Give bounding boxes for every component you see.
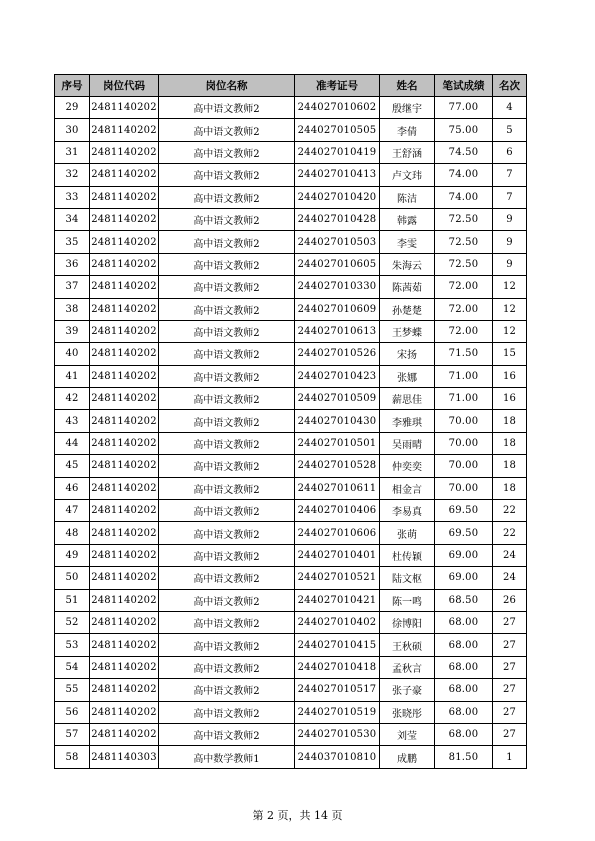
name-cell: 相金言 bbox=[380, 477, 435, 499]
post-code-cell: 2481140202 bbox=[90, 320, 159, 342]
serial-cell: 56 bbox=[55, 701, 90, 723]
header-cell: 岗位代码 bbox=[90, 75, 159, 97]
name-cell: 吴雨晴 bbox=[380, 432, 435, 454]
rank-cell: 24 bbox=[493, 567, 527, 589]
rank-cell: 27 bbox=[493, 679, 527, 701]
score-cell: 68.00 bbox=[435, 611, 493, 633]
serial-cell: 41 bbox=[55, 365, 90, 387]
name-cell: 张萌 bbox=[380, 522, 435, 544]
score-cell: 72.00 bbox=[435, 320, 493, 342]
name-cell: 王舒涵 bbox=[380, 141, 435, 163]
name-cell: 徐博阳 bbox=[380, 611, 435, 633]
post-name-cell: 高中语文教师2 bbox=[159, 723, 295, 745]
header-cell: 笔试成绩 bbox=[435, 75, 493, 97]
name-cell: 陈茜茹 bbox=[380, 276, 435, 298]
score-cell: 71.00 bbox=[435, 388, 493, 410]
table-row bbox=[55, 253, 527, 275]
score-cell: 70.00 bbox=[435, 477, 493, 499]
name-cell: 刘莹 bbox=[380, 723, 435, 745]
post-name-cell: 高中语文教师2 bbox=[159, 276, 295, 298]
score-cell: 72.00 bbox=[435, 298, 493, 320]
ticket-number-cell: 244027010530 bbox=[295, 723, 380, 745]
header-cell: 准考证号 bbox=[295, 75, 380, 97]
score-cell: 72.50 bbox=[435, 253, 493, 275]
post-code-cell: 2481140202 bbox=[90, 544, 159, 566]
ticket-number-cell: 244027010430 bbox=[295, 410, 380, 432]
ticket-number-cell: 244027010406 bbox=[295, 500, 380, 522]
score-cell: 70.00 bbox=[435, 410, 493, 432]
rank-cell: 26 bbox=[493, 589, 527, 611]
post-code-cell: 2481140202 bbox=[90, 97, 159, 119]
post-code-cell: 2481140202 bbox=[90, 276, 159, 298]
post-name-cell: 高中语文教师2 bbox=[159, 410, 295, 432]
post-code-cell: 2481140303 bbox=[90, 746, 159, 768]
serial-cell: 45 bbox=[55, 455, 90, 477]
post-code-cell: 2481140202 bbox=[90, 477, 159, 499]
serial-cell: 40 bbox=[55, 343, 90, 365]
score-cell: 74.00 bbox=[435, 164, 493, 186]
ticket-number-cell: 244027010401 bbox=[295, 544, 380, 566]
score-cell: 68.00 bbox=[435, 723, 493, 745]
table-row bbox=[55, 141, 527, 163]
post-name-cell: 高中语文教师2 bbox=[159, 298, 295, 320]
rank-cell: 27 bbox=[493, 701, 527, 723]
table-row bbox=[55, 186, 527, 208]
ticket-number-cell: 244027010528 bbox=[295, 455, 380, 477]
post-code-cell: 2481140202 bbox=[90, 656, 159, 678]
serial-cell: 50 bbox=[55, 567, 90, 589]
rank-cell: 4 bbox=[493, 97, 527, 119]
post-name-cell: 高中语文教师2 bbox=[159, 634, 295, 656]
post-code-cell: 2481140202 bbox=[90, 164, 159, 186]
name-cell: 王梦蝶 bbox=[380, 320, 435, 342]
header-cell: 姓名 bbox=[380, 75, 435, 97]
ticket-number-cell: 244027010419 bbox=[295, 141, 380, 163]
ticket-number-cell: 244027010503 bbox=[295, 231, 380, 253]
ticket-number-cell: 244027010517 bbox=[295, 679, 380, 701]
table-row bbox=[55, 164, 527, 186]
table-row bbox=[55, 589, 527, 611]
post-code-cell: 2481140202 bbox=[90, 119, 159, 141]
post-name-cell: 高中语文教师2 bbox=[159, 544, 295, 566]
table-row bbox=[55, 320, 527, 342]
score-cell: 70.00 bbox=[435, 455, 493, 477]
table-row bbox=[55, 410, 527, 432]
ticket-number-cell: 244027010423 bbox=[295, 365, 380, 387]
table-row bbox=[55, 455, 527, 477]
ticket-number-cell: 244027010421 bbox=[295, 589, 380, 611]
post-code-cell: 2481140202 bbox=[90, 701, 159, 723]
serial-cell: 54 bbox=[55, 656, 90, 678]
serial-cell: 47 bbox=[55, 500, 90, 522]
table-row bbox=[55, 522, 527, 544]
serial-cell: 55 bbox=[55, 679, 90, 701]
table-header-row bbox=[55, 75, 527, 97]
score-cell: 71.50 bbox=[435, 343, 493, 365]
name-cell: 宋扬 bbox=[380, 343, 435, 365]
table-row bbox=[55, 746, 527, 768]
post-name-cell: 高中语文教师2 bbox=[159, 477, 295, 499]
table-row bbox=[55, 208, 527, 230]
post-name-cell: 高中语文教师2 bbox=[159, 522, 295, 544]
score-cell: 77.00 bbox=[435, 97, 493, 119]
ticket-number-cell: 244027010602 bbox=[295, 97, 380, 119]
name-cell: 李雯 bbox=[380, 231, 435, 253]
ticket-number-cell: 244027010330 bbox=[295, 276, 380, 298]
score-cell: 74.00 bbox=[435, 186, 493, 208]
post-code-cell: 2481140202 bbox=[90, 388, 159, 410]
name-cell: 陆文枢 bbox=[380, 567, 435, 589]
rank-cell: 24 bbox=[493, 544, 527, 566]
ticket-number-cell: 244027010609 bbox=[295, 298, 380, 320]
serial-cell: 30 bbox=[55, 119, 90, 141]
rank-cell: 22 bbox=[493, 522, 527, 544]
post-name-cell: 高中语文教师2 bbox=[159, 656, 295, 678]
name-cell: 王秋硕 bbox=[380, 634, 435, 656]
post-name-cell: 高中语文教师2 bbox=[159, 320, 295, 342]
post-name-cell: 高中语文教师2 bbox=[159, 253, 295, 275]
page-footer bbox=[0, 807, 595, 823]
name-cell: 韩露 bbox=[380, 208, 435, 230]
rank-cell: 18 bbox=[493, 477, 527, 499]
score-cell: 81.50 bbox=[435, 746, 493, 768]
rank-cell: 18 bbox=[493, 455, 527, 477]
serial-cell: 37 bbox=[55, 276, 90, 298]
serial-cell: 48 bbox=[55, 522, 90, 544]
name-cell: 成鹏 bbox=[380, 746, 435, 768]
post-name-cell: 高中语文教师2 bbox=[159, 164, 295, 186]
table-row bbox=[55, 477, 527, 499]
serial-cell: 51 bbox=[55, 589, 90, 611]
post-code-cell: 2481140202 bbox=[90, 231, 159, 253]
serial-cell: 46 bbox=[55, 477, 90, 499]
name-cell: 薪思佳 bbox=[380, 388, 435, 410]
post-code-cell: 2481140202 bbox=[90, 455, 159, 477]
post-name-cell: 高中语文教师2 bbox=[159, 141, 295, 163]
page-number-text: 第 2 页，共 14 页 bbox=[252, 809, 343, 822]
rank-cell: 16 bbox=[493, 365, 527, 387]
score-cell: 72.50 bbox=[435, 231, 493, 253]
post-name-cell: 高中语文教师2 bbox=[159, 432, 295, 454]
name-cell: 殷继宇 bbox=[380, 97, 435, 119]
score-cell: 68.00 bbox=[435, 701, 493, 723]
post-name-cell: 高中语文教师2 bbox=[159, 119, 295, 141]
serial-cell: 39 bbox=[55, 320, 90, 342]
header-cell: 岗位名称 bbox=[159, 75, 295, 97]
post-name-cell: 高中语文教师2 bbox=[159, 679, 295, 701]
rank-cell: 9 bbox=[493, 208, 527, 230]
post-code-cell: 2481140202 bbox=[90, 141, 159, 163]
post-name-cell: 高中语文教师2 bbox=[159, 701, 295, 723]
serial-cell: 32 bbox=[55, 164, 90, 186]
rank-cell: 15 bbox=[493, 343, 527, 365]
name-cell: 张子豪 bbox=[380, 679, 435, 701]
serial-cell: 29 bbox=[55, 97, 90, 119]
post-name-cell: 高中语文教师2 bbox=[159, 343, 295, 365]
table-row bbox=[55, 500, 527, 522]
post-code-cell: 2481140202 bbox=[90, 432, 159, 454]
ticket-number-cell: 244027010611 bbox=[295, 477, 380, 499]
post-name-cell: 高中语文教师2 bbox=[159, 567, 295, 589]
post-code-cell: 2481140202 bbox=[90, 343, 159, 365]
rank-cell: 27 bbox=[493, 723, 527, 745]
header-cell: 序号 bbox=[55, 75, 90, 97]
table-row bbox=[55, 723, 527, 745]
post-code-cell: 2481140202 bbox=[90, 208, 159, 230]
table-row bbox=[55, 231, 527, 253]
score-cell: 69.00 bbox=[435, 544, 493, 566]
name-cell: 仲奕奕 bbox=[380, 455, 435, 477]
post-name-cell: 高中语文教师2 bbox=[159, 186, 295, 208]
table-row bbox=[55, 298, 527, 320]
score-cell: 69.00 bbox=[435, 567, 493, 589]
serial-cell: 35 bbox=[55, 231, 90, 253]
name-cell: 杜传颖 bbox=[380, 544, 435, 566]
post-name-cell: 高中语文教师2 bbox=[159, 589, 295, 611]
rank-cell: 9 bbox=[493, 253, 527, 275]
ticket-number-cell: 244027010509 bbox=[295, 388, 380, 410]
post-code-cell: 2481140202 bbox=[90, 186, 159, 208]
serial-cell: 57 bbox=[55, 723, 90, 745]
ticket-number-cell: 244027010605 bbox=[295, 253, 380, 275]
rank-cell: 1 bbox=[493, 746, 527, 768]
name-cell: 张娜 bbox=[380, 365, 435, 387]
header-cell: 名次 bbox=[493, 75, 527, 97]
name-cell: 孟秋言 bbox=[380, 656, 435, 678]
table-row bbox=[55, 544, 527, 566]
score-cell: 69.50 bbox=[435, 500, 493, 522]
rank-cell: 12 bbox=[493, 320, 527, 342]
table-body bbox=[55, 97, 527, 769]
post-name-cell: 高中语文教师2 bbox=[159, 365, 295, 387]
table-row bbox=[55, 656, 527, 678]
name-cell: 陈一鸣 bbox=[380, 589, 435, 611]
score-cell: 72.50 bbox=[435, 208, 493, 230]
ticket-number-cell: 244027010402 bbox=[295, 611, 380, 633]
rank-cell: 7 bbox=[493, 164, 527, 186]
post-name-cell: 高中语文教师2 bbox=[159, 500, 295, 522]
post-code-cell: 2481140202 bbox=[90, 679, 159, 701]
serial-cell: 38 bbox=[55, 298, 90, 320]
serial-cell: 53 bbox=[55, 634, 90, 656]
serial-cell: 31 bbox=[55, 141, 90, 163]
rank-cell: 27 bbox=[493, 611, 527, 633]
post-code-cell: 2481140202 bbox=[90, 500, 159, 522]
results-table bbox=[54, 74, 527, 769]
ticket-number-cell: 244027010428 bbox=[295, 208, 380, 230]
table-row bbox=[55, 679, 527, 701]
post-code-cell: 2481140202 bbox=[90, 567, 159, 589]
name-cell: 李雅琪 bbox=[380, 410, 435, 432]
serial-cell: 33 bbox=[55, 186, 90, 208]
ticket-number-cell: 244027010613 bbox=[295, 320, 380, 342]
score-cell: 68.00 bbox=[435, 679, 493, 701]
serial-cell: 58 bbox=[55, 746, 90, 768]
score-cell: 75.00 bbox=[435, 119, 493, 141]
score-cell: 71.00 bbox=[435, 365, 493, 387]
rank-cell: 27 bbox=[493, 634, 527, 656]
post-name-cell: 高中语文教师2 bbox=[159, 231, 295, 253]
rank-cell: 6 bbox=[493, 141, 527, 163]
table-row bbox=[55, 365, 527, 387]
post-code-cell: 2481140202 bbox=[90, 589, 159, 611]
ticket-number-cell: 244037010810 bbox=[295, 746, 380, 768]
post-code-cell: 2481140202 bbox=[90, 365, 159, 387]
rank-cell: 9 bbox=[493, 231, 527, 253]
ticket-number-cell: 244027010418 bbox=[295, 656, 380, 678]
post-code-cell: 2481140202 bbox=[90, 522, 159, 544]
post-name-cell: 高中语文教师2 bbox=[159, 208, 295, 230]
rank-cell: 27 bbox=[493, 656, 527, 678]
ticket-number-cell: 244027010519 bbox=[295, 701, 380, 723]
serial-cell: 49 bbox=[55, 544, 90, 566]
post-name-cell: 高中语文教师2 bbox=[159, 97, 295, 119]
post-code-cell: 2481140202 bbox=[90, 410, 159, 432]
post-code-cell: 2481140202 bbox=[90, 634, 159, 656]
score-cell: 70.00 bbox=[435, 432, 493, 454]
post-code-cell: 2481140202 bbox=[90, 253, 159, 275]
table-row bbox=[55, 388, 527, 410]
post-name-cell: 高中语文教师2 bbox=[159, 388, 295, 410]
table-row bbox=[55, 119, 527, 141]
rank-cell: 16 bbox=[493, 388, 527, 410]
rank-cell: 22 bbox=[493, 500, 527, 522]
ticket-number-cell: 244027010413 bbox=[295, 164, 380, 186]
rank-cell: 5 bbox=[493, 119, 527, 141]
table-row bbox=[55, 567, 527, 589]
score-cell: 69.50 bbox=[435, 522, 493, 544]
table-row bbox=[55, 276, 527, 298]
rank-cell: 7 bbox=[493, 186, 527, 208]
post-name-cell: 高中语文教师2 bbox=[159, 611, 295, 633]
name-cell: 孙楚楚 bbox=[380, 298, 435, 320]
ticket-number-cell: 244027010420 bbox=[295, 186, 380, 208]
score-cell: 74.50 bbox=[435, 141, 493, 163]
rank-cell: 12 bbox=[493, 298, 527, 320]
name-cell: 李倩 bbox=[380, 119, 435, 141]
ticket-number-cell: 244027010415 bbox=[295, 634, 380, 656]
serial-cell: 43 bbox=[55, 410, 90, 432]
table-row bbox=[55, 343, 527, 365]
name-cell: 张晓彤 bbox=[380, 701, 435, 723]
score-cell: 72.00 bbox=[435, 276, 493, 298]
rank-cell: 18 bbox=[493, 410, 527, 432]
serial-cell: 36 bbox=[55, 253, 90, 275]
table-row bbox=[55, 634, 527, 656]
ticket-number-cell: 244027010521 bbox=[295, 567, 380, 589]
post-code-cell: 2481140202 bbox=[90, 723, 159, 745]
name-cell: 朱海云 bbox=[380, 253, 435, 275]
post-code-cell: 2481140202 bbox=[90, 298, 159, 320]
ticket-number-cell: 244027010501 bbox=[295, 432, 380, 454]
table-row bbox=[55, 97, 527, 119]
score-cell: 68.50 bbox=[435, 589, 493, 611]
rank-cell: 18 bbox=[493, 432, 527, 454]
serial-cell: 42 bbox=[55, 388, 90, 410]
score-cell: 68.00 bbox=[435, 634, 493, 656]
serial-cell: 52 bbox=[55, 611, 90, 633]
serial-cell: 44 bbox=[55, 432, 90, 454]
ticket-number-cell: 244027010526 bbox=[295, 343, 380, 365]
post-name-cell: 高中数学教师1 bbox=[159, 746, 295, 768]
rank-cell: 12 bbox=[493, 276, 527, 298]
table-row bbox=[55, 611, 527, 633]
name-cell: 陈洁 bbox=[380, 186, 435, 208]
ticket-number-cell: 244027010505 bbox=[295, 119, 380, 141]
score-cell: 68.00 bbox=[435, 656, 493, 678]
name-cell: 李易真 bbox=[380, 500, 435, 522]
name-cell: 卢文玮 bbox=[380, 164, 435, 186]
serial-cell: 34 bbox=[55, 208, 90, 230]
post-code-cell: 2481140202 bbox=[90, 611, 159, 633]
table-row bbox=[55, 701, 527, 723]
post-name-cell: 高中语文教师2 bbox=[159, 455, 295, 477]
ticket-number-cell: 244027010606 bbox=[295, 522, 380, 544]
table-row bbox=[55, 432, 527, 454]
